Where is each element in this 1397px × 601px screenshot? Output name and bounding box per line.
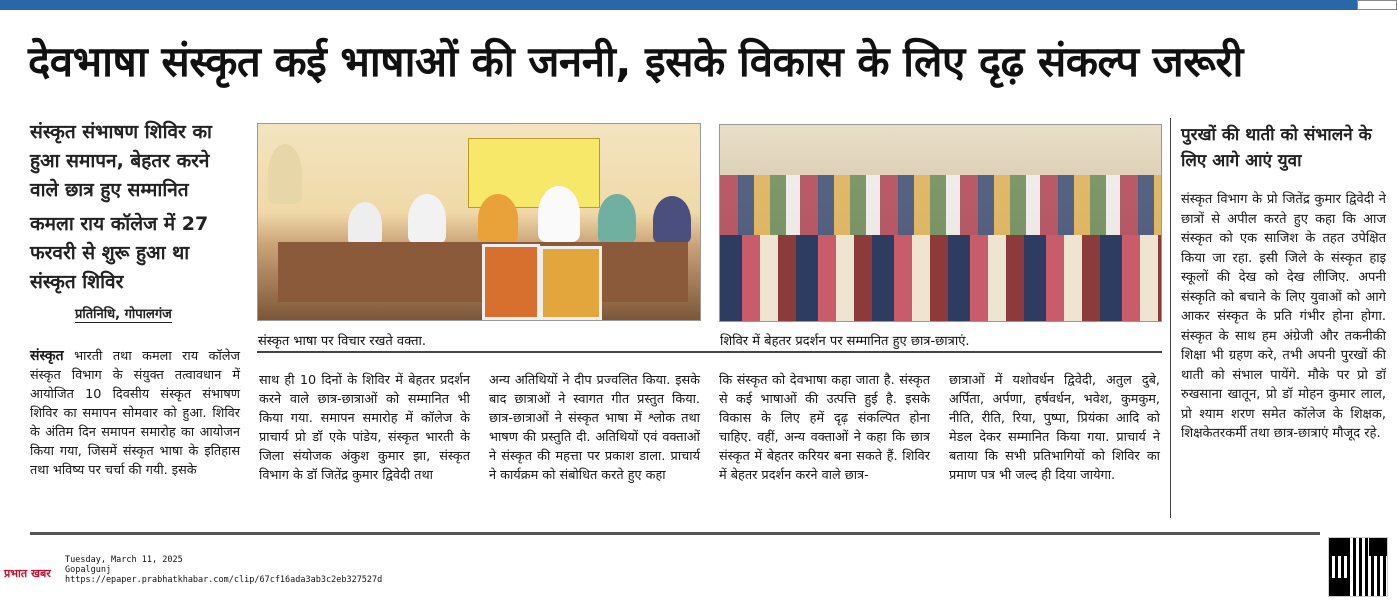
sidebar-heading: पुरखों की थाती को संभालने के लिए आगे आएं युवा — [1181, 125, 1372, 171]
sidebar-divider — [1170, 118, 1171, 518]
clip-edition: Gopalgunj — [65, 565, 112, 575]
guest-figure — [538, 186, 580, 242]
photo-caption-2: शिविर में बेहतर प्रदर्शन पर सम्मानित हुए छात्र-छात्राएं. — [720, 334, 970, 349]
top-bar-tab — [1357, 0, 1397, 10]
deity-portrait — [540, 246, 602, 320]
photo-speakers — [257, 123, 701, 321]
photo-students — [719, 124, 1162, 322]
qr-code — [1328, 537, 1388, 597]
clip-metadata — [65, 555, 382, 585]
sidebar-text: संस्कृत विभाग के प्रो जितेंद्र कुमार द्विवेदी ने छात्रों से अपील करते हुए कहा कि आज संस्कृत को एक साजिश के तहत उपेक्षित किया जा रहा. इसी जिले के संस्कृत हाइ स्कूलों की देख को देख लीजिए. अपनी संस्कृति को बचाने के लिए युवाओं को आगे आकर संस्कृत के प्रति गंभीर होना होगा. संस्कृत के साथ हम अंग्रेजी और तकनीकी शिक्षा भी ग्रहण करे, तभी अपनी पुरखों की थाती को संभाल पायेंगे. मौके पर प्रो डॉ रुखसाना खातून, प्रो डॉ मोहन कुमार लाल, प्रो श्याम शरण समेत कॉलेज के शिक्षक, शिक्षकेतरकर्मी तथा छात्र-छात्राएं मौजूद रहे. — [1181, 192, 1386, 441]
byline: प्रतिनिधि, गोपालगंज — [75, 304, 172, 323]
adjacent-column-fragment — [0, 30, 12, 520]
body-column-1 — [30, 347, 240, 480]
guest-figure — [408, 194, 446, 244]
newspaper-logo: प्रभात खबर — [4, 567, 51, 580]
bottom-rule — [30, 532, 1320, 535]
deity-portrait — [482, 244, 540, 320]
body-column-3: अन्य अतिथियों ने दीप प्रज्वलित किया. इसके बाद छात्राओं ने स्वागत गीत प्रस्तुत किया. छात्र-छात्राओं ने संस्कृत भाषा में श्लोक तथा भाषण की प्रस्तुति दी. अतिथियों एवं वक्ताओं ने संस्कृत की महत्ता पर प्रकाश डाला. प्राचार्य ने कार्यक्रम को संबोधित करते हुए कहा — [489, 373, 700, 483]
guest-figure — [598, 194, 636, 244]
subheading-1: संस्कृत संभाषण शिविर का हुआ समापन, बेहतर करने वाले छात्र हुए सम्मानित — [30, 121, 212, 201]
subheading-2: कमला राय कॉलेज में 27 फरवरी से शुरू हुआ था संस्कृत शिविर — [30, 213, 209, 293]
body-column-5: छात्राओं में यशोवर्धन द्विवेदी, अतुल दुबे, अर्पिता, अर्पणा, हर्षवर्धन, भवेश, कुमकुम, नीति, रीति, रिया, पुष्पा, प्रियंका आदि को मेडल देकर सम्मानित किया गया. प्राचार्य ने बताया कि सभी प्रतिभागियों को शिविर का प्रमाण पत्र भी जल्द ही दिया जायेगा. — [949, 373, 1160, 483]
caption-divider — [257, 351, 1162, 353]
speaker-figure — [268, 144, 302, 204]
body-column-4: कि संस्कृत को देवभाषा कहा जाता है. संस्कृत से कई भाषाओं की उत्पत्ति हुई है. इसके विकास के लिए हमें दृढ़ संकल्पित होना चाहिए. वहीं, अन्य वक्ताओं ने कहा कि छात्र संस्कृत में बेहतर करियर बना सकते हैं. शिविर में बेहतर प्रदर्शन करने वाले छात्र- — [719, 373, 930, 483]
lead-word: संस्कृत — [30, 348, 64, 364]
body-text: भारती तथा कमला राय कॉलेज संस्कृत विभाग के संयुक्त तत्वावधान में आयोजित 10 दिवसीय संस्कृत संभाषण शिविर का समापन सोमवार को हुआ. शिविर के अंतिम दिन समापन समारोह का आयोजन किया गया, जिसमें संस्कृत भाषा के इतिहास तथा भविष्य पर चर्चा की गयी. इसके — [30, 349, 240, 478]
clip-date: Tuesday, March 11, 2025 — [65, 555, 183, 565]
top-bar — [0, 0, 1397, 10]
clip-url[interactable]: https://epaper.prabhatkhabar.com/clip/67cf16ada3ab3c2eb327527d — [65, 575, 383, 585]
guest-figure — [478, 194, 518, 244]
students-front-row — [720, 235, 1161, 321]
photo-caption-1: संस्कृत भाषा पर विचार रखते वक्ता. — [258, 334, 426, 349]
guest-figure — [653, 196, 691, 244]
headline: देवभाषा संस्कृत कई भाषाओं की जननी, इसके विकास के लिए दृढ़ संकल्प जरूरी — [28, 37, 1243, 86]
guest-figure — [348, 202, 382, 247]
body-column-2: साथ ही 10 दिनों के शिविर में बेहतर प्रदर्शन करने वाले छात्र-छात्राओं को सम्मानित भी किया गया. समापन समारोह में कॉलेज के प्राचार्य प्रो डॉ एके पांडेय, संस्कृत भारती के जिला संयोजक अंकुश कुमार झा, संस्कृत विभाग के डॉ जितेंद्र कुमार द्विवेदी तथा — [259, 373, 470, 483]
